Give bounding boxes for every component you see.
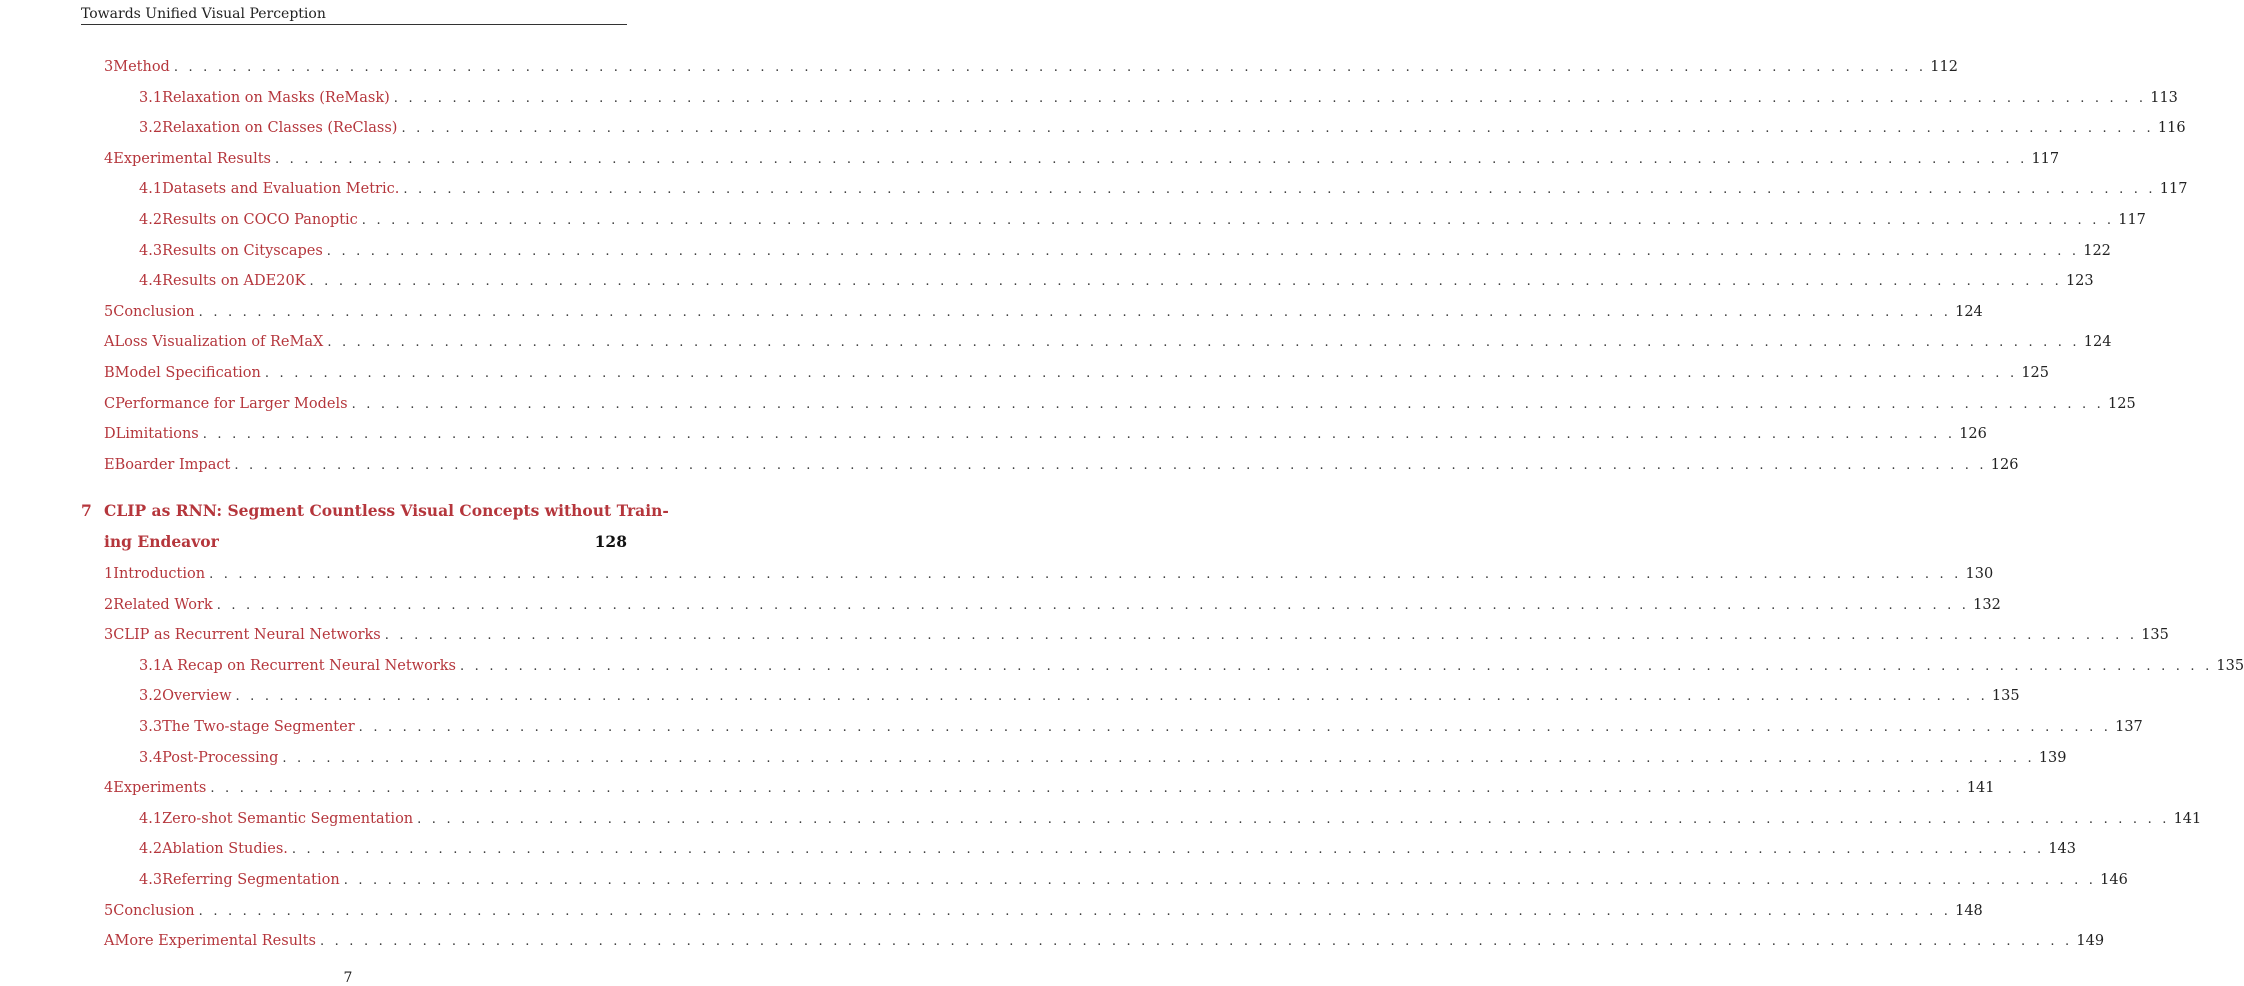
toc-entry-page: 117	[2031, 150, 2060, 167]
toc-entry-number: 5	[104, 303, 114, 320]
toc-leader-dots: . . . . . . . . . . . . . . . . . . . . . . . . . . . . . . . . . . . . . . . . . . . . . . . . . . . . . . . . . . . . . . . . . . . . . . . . . . . . . . . . . . . . . . . . . . . . . . . . . . . . . . . . . . . . . . . . . . . . . . . .	[210, 781, 1963, 797]
toc-leader-dots: . . . . . . . . . . . . . . . . . . . . . . . . . . . . . . . . . . . . . . . . . . . . . . . . . . . . . . . . . . . . . . . . . . . . . . . . . . . . . . . . . . . . . . . . . . . . . . . . . . . . . . . . . . . . . . . . . . . . . . . .	[264, 366, 2018, 381]
toc-leader-dots: . . . . . . . . . . . . . . . . . . . . . . . . . . . . . . . . . . . . . . . . . . . . . . . . . . . . . . . . . . . . . . . . . . . . . . . . . . . . . . . . . . . . . . . . . . . . . . . . . . . . . . . . . . . . . . . . . . . . . . . .	[209, 567, 1962, 582]
toc-entry-number: 1	[104, 566, 114, 582]
toc-entry[interactable]	[139, 655, 2244, 677]
toc-entry-number: 4.3	[139, 242, 163, 259]
toc-entry[interactable]	[139, 178, 2188, 200]
toc-entry-page: 126	[1959, 426, 1987, 443]
toc-entry-title[interactable]: More Experimental Results	[114, 933, 316, 950]
toc-entry-title[interactable]: Model Specification	[114, 365, 261, 381]
toc-entry-number: 3.1	[139, 89, 163, 106]
toc-entry-number: 4.4	[139, 273, 163, 290]
toc-entry-number: 2	[104, 596, 114, 613]
toc-entry[interactable]	[104, 624, 2169, 646]
toc-entry[interactable]	[139, 240, 2111, 262]
toc-entry-title[interactable]: Related Work	[113, 596, 213, 613]
toc-entry[interactable]	[104, 301, 1983, 323]
toc-entry-number: 5	[104, 902, 114, 919]
toc-entry-number: 4	[104, 780, 114, 797]
toc-entry-title[interactable]: Results on ADE20K	[162, 273, 306, 290]
toc-entry-page: 135	[2216, 657, 2244, 674]
toc-leader-dots: . . . . . . . . . . . . . . . . . . . . . . . . . . . . . . . . . . . . . . . . . . . . . . . . . . . . . . . . . . . . . . . . . . . . . . . . . . . . . . . . . . . . . . . . . . . . . . . . . . . . . . . . . . . . . . . . . . . . . . . .	[361, 213, 2115, 228]
chapter-title-line2: ing Endeavor	[104, 532, 219, 551]
toc-entry-number: 4	[104, 150, 114, 167]
toc-entry-number: A	[104, 334, 115, 351]
toc-entry-title[interactable]: Method	[113, 59, 170, 75]
toc-entry[interactable]	[104, 900, 1983, 922]
toc-entry-title[interactable]: Performance for Larger Models	[115, 395, 348, 412]
chapter-title-line1: CLIP as RNN: Segment Countless Visual Concepts without Train-	[104, 501, 669, 520]
toc-entry-title[interactable]: Datasets and Evaluation Metric.	[162, 181, 400, 198]
toc-entry-page: 116	[2157, 120, 2186, 137]
toc-leader-dots: . . . . . . . . . . . . . . . . . . . . . . . . . . . . . . . . . . . . . . . . . . . . . . . . . . . . . . . . . . . . . . . . . . . . . . . . . . . . . . . . . . . . . . . . . . . . . . . . . . . . . . . . . . . . . . . . . . . . . . . .	[198, 903, 1952, 919]
chapter-page: 128	[594, 532, 627, 551]
toc-entry-title[interactable]: Ablation Studies.	[162, 841, 288, 858]
toc-entry-title[interactable]: Results on COCO Panoptic	[162, 212, 358, 228]
toc-entry-title[interactable]: A Recap on Recurrent Neural Networks	[162, 657, 456, 674]
toc-entry-page: 124	[1955, 303, 1983, 320]
toc-entry-page: 122	[2083, 242, 2111, 259]
toc-entry-number: 3.2	[139, 120, 163, 137]
toc-entry-page: 123	[2065, 273, 2094, 290]
toc-entry[interactable]	[139, 716, 2143, 738]
toc-entry[interactable]	[139, 808, 2202, 830]
toc-leader-dots: . . . . . . . . . . . . . . . . . . . . . . . . . . . . . . . . . . . . . . . . . . . . . . . . . . . . . . . . . . . . . . . . . . . . . . . . . . . . . . . . . . . . . . . . . . . . . . . . . . . . . . . . . . . . . . . . . . . . . . . .	[459, 658, 2213, 674]
toc-entry[interactable]	[139, 87, 2178, 109]
toc-entry-page: 126	[1990, 456, 2019, 473]
toc-entry[interactable]	[104, 594, 2001, 616]
toc-entry-title[interactable]: Post-Processing	[162, 749, 279, 766]
toc-entry-number: D	[104, 426, 116, 443]
toc-leader-dots: . . . . . . . . . . . . . . . . . . . . . . . . . . . . . . . . . . . . . . . . . . . . . . . . . . . . . . . . . . . . . . . . . . . . . . . . . . . . . . . . . . . . . . . . . . . . . . . . . . . . . . . . . . . . . . . . . . . . . . . .	[401, 121, 2154, 137]
toc-leader-dots: . . . . . . . . . . . . . . . . . . . . . . . . . . . . . . . . . . . . . . . . . . . . . . . . . . . . . . . . . . . . . . . . . . . . . . . . . . . . . . . . . . . . . . . . . . . . . . . . . . . . . . . . . . . . . . . . . . . . . . . .	[403, 182, 2156, 198]
toc-entry[interactable]	[104, 362, 2049, 384]
toc-entry-page: 141	[2173, 810, 2202, 827]
toc-leader-dots: . . . . . . . . . . . . . . . . . . . . . . . . . . . . . . . . . . . . . . . . . . . . . . . . . . . . . . . . . . . . . . . . . . . . . . . . . . . . . . . . . . . . . . . . . . . . . . . . . . . . . . . . . . . . . . . . . . . . . . . .	[291, 842, 2045, 858]
toc-entry[interactable]	[104, 563, 1994, 585]
running-title: Towards Unified Visual Perception	[81, 6, 326, 22]
toc-entry-number: 4.1	[139, 181, 163, 198]
toc-entry-number: 3	[104, 59, 114, 75]
toc-entry-title[interactable]: Referring Segmentation	[162, 872, 340, 888]
toc-entry-page: 143	[2048, 841, 2077, 858]
toc-leader-dots: . . . . . . . . . . . . . . . . . . . . . . . . . . . . . . . . . . . . . . . . . . . . . . . . . . . . . . . . . . . . . . . . . . . . . . . . . . . . . . . . . . . . . . . . . . . . . . . . . . . . . . . . . . . . . . . . . . . . . . . .	[235, 689, 1988, 705]
toc-entry-title[interactable]: CLIP as Recurrent Neural Networks	[113, 627, 381, 644]
toc-entry-page: 135	[2141, 627, 2169, 644]
toc-leader-dots: . . . . . . . . . . . . . . . . . . . . . . . . . . . . . . . . . . . . . . . . . . . . . . . . . . . . . . . . . . . . . . . . . . . . . . . . . . . . . . . . . . . . . . . . . . . . . . . . . . . . . . . . . . . . . . . . . . . . . . . .	[275, 151, 2028, 167]
toc-leader-dots: . . . . . . . . . . . . . . . . . . . . . . . . . . . . . . . . . . . . . . . . . . . . . . . . . . . . . . . . . . . . . . . . . . . . . . . . . . . . . . . . . . . . . . . . . . . . . . . . . . . . . . . . . . . . . . . . . . . . . . . .	[417, 811, 2170, 827]
toc-entry-title[interactable]: Results on Cityscapes	[162, 242, 323, 259]
toc-entry-title[interactable]: Loss Visualization of ReMaX	[114, 334, 324, 351]
toc-entry[interactable]	[104, 930, 2105, 952]
toc-entry-number: 3.4	[139, 749, 163, 766]
toc-entry-title[interactable]: Experimental Results	[113, 150, 271, 167]
toc-entry-page: 112	[1930, 59, 1958, 75]
toc-entry-number: 3.2	[139, 688, 163, 705]
toc-entry-title[interactable]: Zero-shot Semantic Segmentation	[162, 810, 414, 827]
toc-entry[interactable]	[104, 777, 1995, 799]
toc-leader-dots: . . . . . . . . . . . . . . . . . . . . . . . . . . . . . . . . . . . . . . . . . . . . . . . . . . . . . . . . . . . . . . . . . . . . . . . . . . . . . . . . . . . . . . . . . . . . . . . . . . . . . . . . . . . . . . . . . . . . . . . .	[173, 60, 1927, 75]
toc-leader-dots: . . . . . . . . . . . . . . . . . . . . . . . . . . . . . . . . . . . . . . . . . . . . . . . . . . . . . . . . . . . . . . . . . . . . . . . . . . . . . . . . . . . . . . . . . . . . . . . . . . . . . . . . . . . . . . . . . . . . . . . .	[343, 873, 2097, 888]
toc-entry-title[interactable]: Introduction	[113, 566, 206, 582]
page-footer	[0, 970, 696, 986]
toc-entry-title[interactable]: Limitations	[115, 426, 199, 443]
toc-entry-page: 130	[1965, 566, 1994, 582]
toc-leader-dots: . . . . . . . . . . . . . . . . . . . . . . . . . . . . . . . . . . . . . . . . . . . . . . . . . . . . . . . . . . . . . . . . . . . . . . . . . . . . . . . . . . . . . . . . . . . . . . . . . . . . . . . . . . . . . . . . . . . . . . . .	[351, 396, 2104, 412]
toc-leader-dots: . . . . . . . . . . . . . . . . . . . . . . . . . . . . . . . . . . . . . . . . . . . . . . . . . . . . . . . . . . . . . . . . . . . . . . . . . . . . . . . . . . . . . . . . . . . . . . . . . . . . . . . . . . . . . . . . . . . . . . . .	[202, 427, 1956, 443]
toc-entry-number: A	[104, 933, 115, 950]
toc-entry-page: 117	[2118, 212, 2146, 228]
toc-entry[interactable]	[104, 148, 2060, 170]
toc-entry-title[interactable]: Conclusion	[113, 303, 195, 320]
toc-entry-title[interactable]: Overview	[162, 688, 232, 705]
page-number: 7	[343, 970, 353, 986]
toc-leader-dots: . . . . . . . . . . . . . . . . . . . . . . . . . . . . . . . . . . . . . . . . . . . . . . . . . . . . . . . . . . . . . . . . . . . . . . . . . . . . . . . . . . . . . . . . . . . . . . . . . . . . . . . . . . . . . . . . . . . . . . . .	[282, 750, 2035, 766]
running-header	[81, 4, 627, 25]
toc-entry[interactable]	[104, 56, 1958, 78]
toc-leader-dots: . . . . . . . . . . . . . . . . . . . . . . . . . . . . . . . . . . . . . . . . . . . . . . . . . . . . . . . . . . . . . . . . . . . . . . . . . . . . . . . . . . . . . . . . . . . . . . . . . . . . . . . . . . . . . . . . . . . . . . . .	[198, 304, 1952, 320]
toc-entry[interactable]	[139, 747, 2067, 769]
toc-entry[interactable]	[104, 331, 2112, 353]
toc-entry[interactable]	[104, 393, 2136, 415]
toc-entry-title[interactable]: Relaxation on Masks (ReMask)	[162, 89, 390, 106]
toc-entry[interactable]	[139, 209, 2146, 231]
toc-entry-number: 3.1	[139, 657, 163, 674]
toc-entry-page: 113	[2150, 89, 2178, 106]
toc-entry-number: 4.2	[139, 841, 163, 858]
toc-leader-dots: . . . . . . . . . . . . . . . . . . . . . . . . . . . . . . . . . . . . . . . . . . . . . . . . . . . . . . . . . . . . . . . . . . . . . . . . . . . . . . . . . . . . . . . . . . . . . . . . . . . . . . . . . . . . . . . . . . . . . . . .	[234, 457, 1987, 473]
toc-entry[interactable]	[139, 838, 2077, 860]
toc-entry-number: 4.3	[139, 872, 163, 888]
toc-entry-number: 4.1	[139, 810, 163, 827]
toc-leader-dots: . . . . . . . . . . . . . . . . . . . . . . . . . . . . . . . . . . . . . . . . . . . . . . . . . . . . . . . . . . . . . . . . . . . . . . . . . . . . . . . . . . . . . . . . . . . . . . . . . . . . . . . . . . . . . . . . . . . . . . . .	[319, 934, 2073, 950]
toc-entry-number: C	[104, 395, 116, 412]
toc-entry-number: E	[104, 456, 115, 473]
toc-entry-title[interactable]: Boarder Impact	[114, 456, 231, 473]
toc-entry-page: 137	[2115, 719, 2143, 735]
toc-entry-number: 3.3	[139, 719, 163, 735]
toc-leader-dots: . . . . . . . . . . . . . . . . . . . . . . . . . . . . . . . . . . . . . . . . . . . . . . . . . . . . . . . . . . . . . . . . . . . . . . . . . . . . . . . . . . . . . . . . . . . . . . . . . . . . . . . . . . . . . . . . . . . . . . . .	[326, 243, 2080, 259]
toc-leader-dots: . . . . . . . . . . . . . . . . . . . . . . . . . . . . . . . . . . . . . . . . . . . . . . . . . . . . . . . . . . . . . . . . . . . . . . . . . . . . . . . . . . . . . . . . . . . . . . . . . . . . . . . . . . . . . . . . . . . . . . . .	[216, 597, 1970, 613]
toc-entry-page: 125	[2021, 365, 2049, 381]
toc-entry[interactable]	[139, 117, 2186, 139]
toc-entry-title[interactable]: Conclusion	[113, 902, 195, 919]
toc-leader-dots: . . . . . . . . . . . . . . . . . . . . . . . . . . . . . . . . . . . . . . . . . . . . . . . . . . . . . . . . . . . . . . . . . . . . . . . . . . . . . . . . . . . . . . . . . . . . . . . . . . . . . . . . . . . . . . . . . . . . . . . .	[358, 720, 2112, 735]
toc-entry-page: 117	[2159, 181, 2188, 198]
toc-entry-title[interactable]: Experiments	[113, 780, 207, 797]
toc-entry-page: 141	[1966, 780, 1995, 797]
toc-entry-title[interactable]: The Two-stage Segmenter	[162, 719, 355, 735]
toc-leader-dots: . . . . . . . . . . . . . . . . . . . . . . . . . . . . . . . . . . . . . . . . . . . . . . . . . . . . . . . . . . . . . . . . . . . . . . . . . . . . . . . . . . . . . . . . . . . . . . . . . . . . . . . . . . . . . . . . . . . . . . . .	[309, 274, 2062, 290]
chapter-number: 7	[81, 501, 92, 520]
toc-entry-page: 146	[2100, 872, 2128, 888]
toc-entry-page: 135	[1991, 688, 2020, 705]
toc-entry[interactable]	[139, 270, 2094, 292]
toc-entry-number: B	[104, 365, 115, 381]
toc-entry-page: 124	[2083, 334, 2112, 351]
toc-leader-dots: . . . . . . . . . . . . . . . . . . . . . . . . . . . . . . . . . . . . . . . . . . . . . . . . . . . . . . . . . . . . . . . . . . . . . . . . . . . . . . . . . . . . . . . . . . . . . . . . . . . . . . . . . . . . . . . . . . . . . . . .	[327, 335, 2080, 351]
toc-leader-dots: . . . . . . . . . . . . . . . . . . . . . . . . . . . . . . . . . . . . . . . . . . . . . . . . . . . . . . . . . . . . . . . . . . . . . . . . . . . . . . . . . . . . . . . . . . . . . . . . . . . . . . . . . . . . . . . . . . . . . . . .	[393, 90, 2147, 106]
toc-entry[interactable]	[104, 454, 2019, 476]
toc-entry-page: 139	[2038, 749, 2067, 766]
toc-entry-number: 4.2	[139, 212, 163, 228]
toc-entry-title[interactable]: Relaxation on Classes (ReClass)	[162, 120, 398, 137]
toc-entry[interactable]	[139, 685, 2020, 707]
toc-entry-page: 148	[1955, 902, 1983, 919]
toc-entry-page: 149	[2076, 933, 2105, 950]
toc-entry-number: 3	[104, 627, 114, 644]
toc-leader-dots: . . . . . . . . . . . . . . . . . . . . . . . . . . . . . . . . . . . . . . . . . . . . . . . . . . . . . . . . . . . . . . . . . . . . . . . . . . . . . . . . . . . . . . . . . . . . . . . . . . . . . . . . . . . . . . . . . . . . . . . .	[384, 628, 2138, 644]
toc-entry[interactable]	[104, 423, 1987, 445]
toc-entry-page: 125	[2108, 395, 2136, 412]
toc-entry[interactable]	[139, 869, 2128, 891]
toc-entry-page: 132	[1973, 596, 2001, 613]
